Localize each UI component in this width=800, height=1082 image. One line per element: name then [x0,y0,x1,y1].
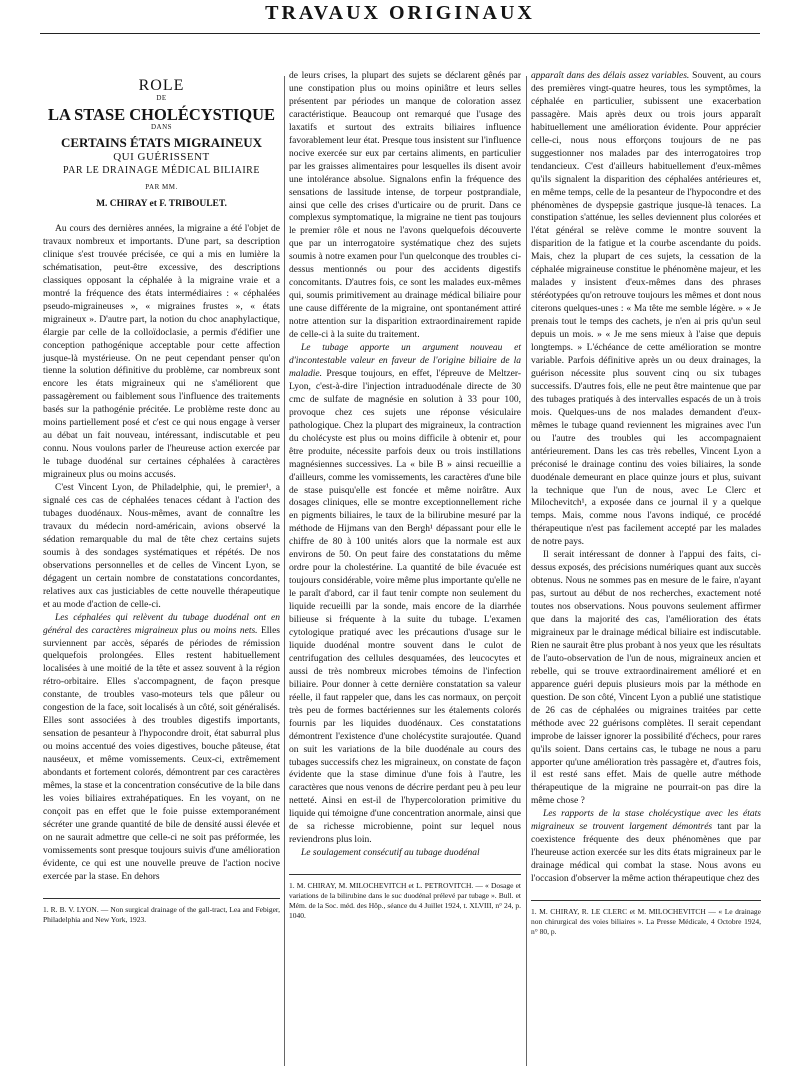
header-rule [40,33,760,34]
paragraph-text: Elles surviennent par accès, séparés de périodes de rémission quelquefois prolongées. Elles restent habituellement localisées à une moitié de la tête et assez souvent à la région rétro-orbitaire. Elles s'accompagnent, de façon presque constante, de troubles vaso-moteurs tels que pâleur ou congestion de la face, soit localisés à un côté, soit généralisés. Elles sont associées à des troubles digestifs importants, sensation de pesanteur à l'hypocondre droit, état saburral plus ou moins accentué des voies digestives, bouche pâteuse, état nauséeux, et même vomissements. Ceux-ci, extrêmement abondants et fortement colorés, démontrent par ces caractères mêmes, la stase et la concentration consécutive de la bile dans les voies biliaires extrahépatiques. En les voyant, on ne conçoit pas en effet que le foie puisse extemporanément sécréter une grande quantité de bile de densité aussi élevée et on ne saurait admettre que celle-ci ne soit pas préformée, les vomissements sont presque toujours suivis d'une amélioration évidente, ce qui est une nouvelle preuve de l'action nocive exercée par la stase. En dehors [43,625,280,882]
body-paragraph [531,808,761,886]
italic-lead: Le soulagement consécutif au tubage duodénal [301,848,480,859]
title-role: ROLE [138,77,185,94]
italic-lead: Les rapports de la stase cholécystique avec les états migraineux se trouvent largement démontrés [531,809,761,833]
body-paragraph [289,342,521,847]
column-divider [526,76,527,1066]
title-de: DE [156,94,167,102]
footnote: 1. R. B. V. LYON. — Non surgical drainage of the gall-tract, Lea and Febiger, Philadelphia and New York, 1923. [43,904,280,924]
body-paragraph [289,847,521,860]
column-3 [531,70,761,937]
body-paragraph: C'est Vincent Lyon, de Philadelphie, qui, le premier¹, a signalé ces cas de céphalées tenaces cédant à l'action des tubages duodénaux. Nous-mêmes, avant de connaître les travaux du médecin nord-américain, avions observé la sédation remarquable du mal de tête chez certains sujets soumis à des sondages systématiques et répétés. De nos observations personnelles et de celles de Vincent Lyon, se dégagent un certain nombre de constatations concordantes, relatives aux cas justiciables de cette nouvelle thérapeutique et au mode d'action de celle-ci. [43,483,280,610]
paragraph-text: Souvent, au cours des premières vingt-quatre heures, tous les symptômes, la céphalée en particulier, subissent une exacerbation passagère. Mais après deux ou trois jours apparaît habituellement une amélioration évidente. Pour apprécier celle-ci, nous nous efforçons toujours de ne pas suggestionner nos malades par des interrogatoires trop tendancieux. C'est d'ailleurs habituellement d'eux-mêmes qu'ils signalent la disparition des céphalées antérieures et, en même temps, celle de la pesanteur de l'hypocondre et des phénomènes de dyspepsie gastrique jusque-là tenaces. La constipation s'atténue, les selles deviennent plus colorées et l'état général se relève comme le montre souvent la disparition de la fatigue et la courbe ascendante du poids. Mais, chez la plupart de ces sujets, la cessation de la céphalée migraineuse constitue le phénomène majeur, et les malades y insistent d'eux-mêmes dans des phrases stéréotypées qu'on retrouve toujours les mêmes et dont nous citerons quelques-unes : « Ma tête me semble légère. » « Je prenais tout le temps des cachets, je n'en ai pris qu'un seul depuis un mois. » « Je me sens mieux à l'aise que depuis longtemps. » L'échéance de cette amélioration se montre variable. Parfois définitive après un ou deux drainages, la guérison nécessite plus souvent cinq ou six tubages successifs. D'autres fois, elle ne peut être maintenue que par des tubages pratiqués à des intervalles espacés de un à trois mois. Quelques-uns de nos malades demandent d'eux-mêmes le tubage quand reviennent les migraines avec l'un ou l'autre des troubles qui les accompagnaient antérieurement. Dans les cas très rebelles, Vincent Lyon a préconisé le drainage continu des voies biliaires, la sonde duodénale demeurant en place quinze jours et plus, suivant la technique que l'un de nous, avec Le Clerc et Milochevitch¹, a exposée dans ce journal il y a quelque temps. Mais, comme nous l'avons indiqué, ce procédé thérapeutique n'est pas facilement accepté par les malades de notre pays. [531,71,761,548]
paragraph-text: tant par la coexistence fréquente des deux phénomènes que par l'heureuse action exercée sur les dits états migraineux par le drainage médical qui combat la stase. Nous avons eu l'occasion d'observer la même action thérapeutique chez des [531,822,761,885]
title-second: CERTAINS ÉTATS MIGRAINEUX [60,135,263,150]
paragraph-text: Presque toujours, en effet, l'épreuve de Meltzer-Lyon, c'est-à-dire l'injection intraduodénale directe de 30 cmc de sulfate de magnésie en solution à 33 pour 100, provoque chez ces sujets une réponse vésiculaire pathologique. Chez la plupart des migraineux, la contraction du cholécyste est plus ou moins difficile à obtenir et, pour être produite, nécessite parfois deux ou trois instillations magnésiennes successives. La « bile B » ainsi recueillie a d'ailleurs, comme les vomissements, les caractères d'une bile de stase puisqu'elle est foncée et même noirâtre. Aux dosages cliniques, elle se montre exceptionnellement riche en pigments biliaires, le taux de la bilirubine mesuré par la méthode de Hijmans van den Bergh¹ dépassant pour elle le chiffre de 80 à 100 unités alors que la normale est aux environs de 50. On peut faire des constatations du même ordre pour la cholestérine. La quantité de bile évacuée est toujours considérable, voire même plus importante qu'elle ne le paraît d'abord, car il faut tenir compte non seulement du liquide recueilli par la sonde, mais encore de la diarrhée bilieuse si fréquente à la suite du tubage. L'examen cytologique pratiqué avec les précautions d'usage sur le liquide duodénal montre souvent dans le culot de centrifugation des cellules desquamées, des leucocytes et aussi de très nombreux microbes témoins de l'infection biliaire. Pour donner à cette dernière constatation sa valeur réelle, il faut rappeler que, dans les cas normaux, on perçoit très peu de formes bactériennes sur les étalements colorés fournis par les liquides duodénaux. Ces constatations démontrent l'existence d'une cholécystite surajoutée. Quand on suit les variations de la bile duodénale au cours des tubages successifs chez les migraineux, on constate de façon évidente que la stase diminue d'une fois à l'autre, les caractères que nous venons de décrire perdant peu à peu leur netteté. Ainsi en est-il de l'hypercoloration primitive du liquide qui témoigne d'une concentration anormale, ainsi que de sa richesse microbienne, point sur lequel nous reviendrons plus loin. [289,368,521,846]
italic-lead: Le tubage apporte un argument nouveau et d'incontestable valeur en faveur de l'origine biliaire de la maladie. [289,343,521,379]
article-authors: M. CHIRAY et F. TRIBOULET. [96,199,227,209]
body-paragraph: de leurs crises, la plupart des sujets se déclarent gênés par une constipation plus ou moins opiniâtre et leurs selles présentent par périodes un manque de coloration assez caractéristique. Beaucoup ont remarqué que l'usage des laxatifs et surtout des extraits biliaires influence favorablement leur état. Presque tous insistent sur l'influence nocive exercée sur eux par certains aliments, en particulier par les graisses alimentaires pour lesquelles ils disent avoir une intolérance absolue. Signalons enfin la fréquence des sensations de lassitude intense, de torpeur postprandiale, ainsi que celle des crises d'urticaire ou de prurit. Dans ce complexus symptomatique, la migraine ne tient pas toujours le premier rôle et nous ne l'avons quelquefois découverte que par un interrogatoire systématique chez des sujets soumis à notre examen pour l'un quelconque des troubles ci-dessus mentionnés ou pour des accidents digestifs concomitants. D'autres fois, ce sont les malades eux-mêmes qui, soumis primitivement au drainage médical biliaire pour une cause différente de la migraine, ont spontanément attiré notre attention sur la disparition extraordinairement rapide de celle-ci à la suite du traitement. [289,71,521,341]
body-paragraph [531,70,761,549]
title-third: QUI GUÉRISSENT [113,151,210,163]
title-fourth: PAR LE DRAINAGE MÉDICAL BILIAIRE [63,165,260,176]
footnote-rule [531,900,761,901]
title-par-mm: PAR MM. [145,183,178,191]
footnote-rule [289,874,521,875]
running-head-title: TRAVAUX ORIGINAUX [265,2,535,24]
footnote: 1. M. CHIRAY, R. LE CLERC et M. MILOCHEVITCH — « Le drainage non chirurgical des voies biliaires ». La Presse Médicale, 4 Octobre 1924, n° 80, p. [531,907,761,937]
footnote-rule [43,898,280,899]
article-title-block [43,79,280,211]
body-paragraph [43,612,280,884]
body-paragraph: Il serait intéressant de donner à l'appui des faits, ci-dessus exposés, des précisions numériques quant aux succès obtenus. Nous ne sommes pas en mesure de le faire, n'ayant pas, surtout au début de nos recherches, exactement noté toutes nos observations. Nous pouvons seulement affirmer que dans la majorité des cas, l'amélioration des états migraineux par le drainage médical biliaire est indiscutable. Rien ne saurait être plus probant à nos yeux que les résultats de l'auto-observation de l'un de nous, migraineux ancien et rebelle, qui se trouve extraordinairement amélioré et en apparence guéri depuis plusieurs mois par la méthode en question. De son côté, Vincent Lyon a publié une statistique de 26 cas de céphalées ou migraines traitées par cette méthode avec 22 guérisons complètes. Il serait cependant improbe de laisser ignorer la possibilité d'échecs, pour rares qu'ils soient. Dans certains cas, le tubage ne nous a paru apporter qu'une amélioration très passagère et, d'autres fois, il est resté sans effet. Mais de quelle autre méthode thérapeutique de la migraine ne pourrait-on pas dire la même chose ? [531,550,761,807]
title-dans: DANS [150,123,173,131]
body-paragraph: Au cours des dernières années, la migraine a été l'objet de travaux nombreux et importants. D'une part, sa description clinique s'est trouvée précisée, ce qui a mis en lumière la schématisation, peut-être excessive, des descriptions classiques opposant la céphalée à la migraine vraie et a montré la fréquence des états intermédiaires : « céphalées pseudo-migraineuses », « migraines frustes », « états migraineux ». D'autre part, la notion du choc anaphylactique, élargie par celle de la colloïdoclasie, a permis d'édifier une conception pathogénique acceptable pour cette affection jusque-là mystérieuse. On ne peut cependant penser qu'on tienne la solution définitive du problème, car nombreux sont encore les états migraineux qui ne s'améliorent que passagèrement ou faiblement sous l'influence des traitements basés sur la pathogénie précitée. Le problème reste donc au moins partiellement posé et c'est ce qui nous engage à verser au débat un fait nouveau, intéressant, indiscutable et peu connu. Nous voulons parler de l'heureuse action exercée par le tubage duodénal sur certaines céphalées à caractères migraineux plus ou moins accusés. [43,224,280,481]
column-divider [284,76,285,1066]
italic-lead: Les céphalées qui relèvent du tubage duodénal ont en général des caractères migraineux plus ou moins nets. [43,612,280,636]
title-main: LA STASE CHOLÉCYSTIQUE [47,105,276,124]
column-1 [43,76,280,925]
footnote: 1. M. CHIRAY, M. MILOCHEVITCH et L. PETROVITCH. — « Dosage et variations de la bilirubine dans le suc duodénal prélevé par tubage ». Bull. et Mém. de la Soc. méd. des Hôp., séance du 4 Juillet 1924, t. XLVIII, n° 24, p. 1040. [289,881,521,921]
italic-lead: apparaît dans des délais assez variables. [531,71,690,81]
column-2 [289,70,521,921]
